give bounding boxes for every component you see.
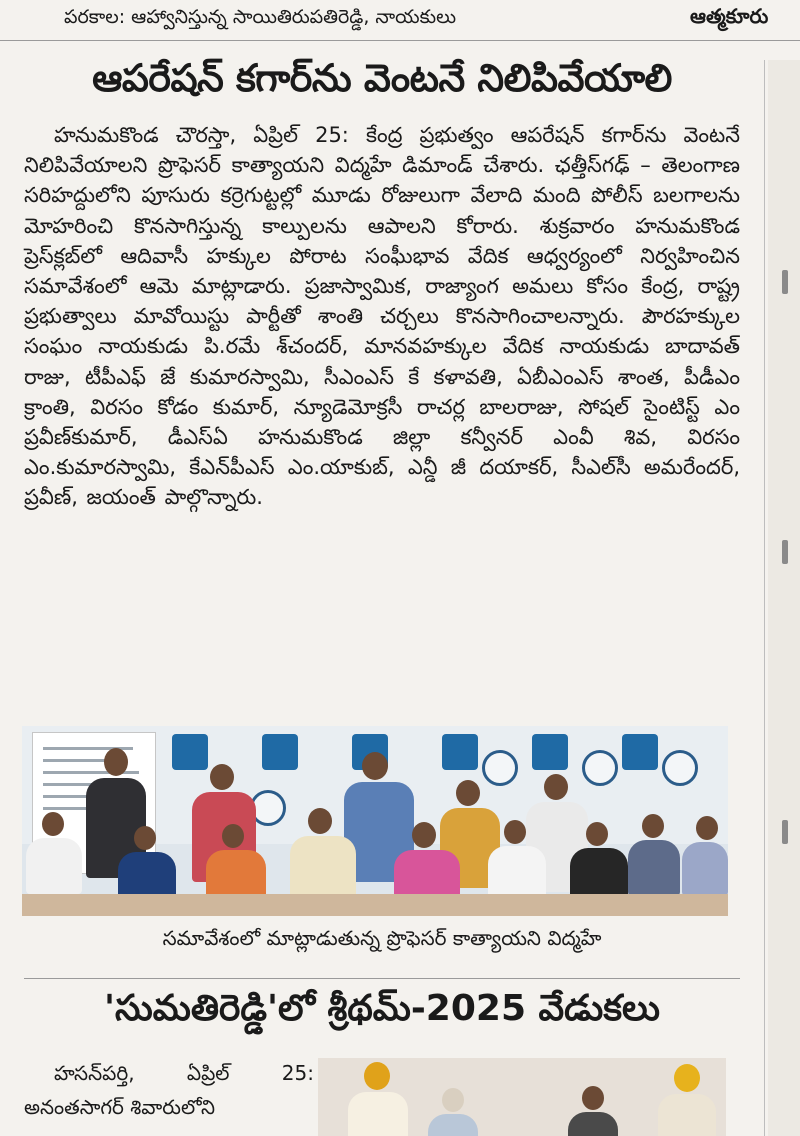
press-club-logo (482, 750, 518, 786)
second-article-headline: 'సుమతిరెడ్డి'లో శ్రీథమ్-2025 వేడుకలు (103, 988, 660, 1029)
press-table (22, 894, 728, 916)
adjacent-text-fragment (782, 270, 788, 294)
photo-caption: సమావేశంలో మాట్లాడుతున్న ప్రొఫెసర్ కాత్యాయని విద్మహే (162, 926, 602, 950)
second-article-body (24, 1056, 314, 1124)
top-strip-left-caption: పరకాల: ఆహ్వానిస్తున్న సాయితిరుపతిరెడ్డి, నాయకులు (64, 6, 457, 28)
article-body-text: హనుమకొండ చౌరస్తా, ఏప్రిల్ 25: కేంద్ర ప్రభుత్వం ఆపరేషన్ కగార్‌ను వెంటనే నిలిపివేయాలని ప్రొఫెసర్ కాత్యాయని విద్మహే డిమాండ్ చేశారు. ఛత్తీస్‌గఢ్ – తెలంగాణ సరిహద్దులోని పూసురు కర్రెగుట్టల్లో మూడు రోజులుగా వేలాది మంది పోలీస్ బలగాలను మోహరించి కొనసాగిస్తున్న కాల్పులను ఆపాలని కోరారు. శుక్రవారం హనుమకొండ ప్రెస్‌క్లబ్‌లో ఆదివాసీ హక్కుల పోరాట సంఘీభావ వేదిక ఆధ్వర్యంలో నిర్వహించిన సమావేశంలో ఆమె మాట్లాడారు. ప్రజాస్వామిక, రాజ్యాంగ అమలు కోసం కేంద్ర, రాష్ట్ర ప్రభుత్వాలు మావోయిస్టు పార్టీతో శాంతి చర్చలు కొనసాగించాలన్నారు. పౌరహక్కుల సంఘం నాయకుడు పి.రమే శ్‌చందర్, మానవహక్కుల వేదిక నాయకుడు బాదావత్ రాజు, టీపీఎఫ్ జే కుమారస్వామి, సీఎంఎస్ కే కళావతి, ఏబీఎంఎస్ శాంత, పీడీఎం క్రాంతి, విరసం కోడం కుమార్, న్యూడెమోక్రసీ రాచర్ల బాలరాజు, సోషల్ సైంటిస్ట్ ఎం ప్రవీణ్‌కుమార్, డీఎస్‌ఏ హనుమకొండ జిల్లా కన్వీనర్ ఎంవీ శివ, విరసం ఎం.కుమారస్వామి, కేఎన్‌పీఎస్ ఎం.యాకుబ్, ఎన్డీ జీ దయాకర్, సీఎల్‌సీ అమరేందర్, ప్రవీణ్, జయంత్ పాల్గొన్నారు. (24, 123, 740, 510)
news-photo-celebration (318, 1058, 726, 1136)
adjacent-text-fragment (782, 540, 788, 564)
second-article-body-text: హసన్‌పర్తి, ఏప్రిల్ 25: అనంతసాగర్ శివారులోని (24, 1061, 314, 1119)
column-divider (764, 60, 765, 1136)
adjacent-column-edge (768, 60, 800, 1136)
press-club-logo (582, 750, 618, 786)
top-strip (0, 0, 800, 41)
article-separator (24, 978, 740, 979)
press-club-logo (662, 750, 698, 786)
article-body (24, 120, 740, 513)
news-photo-press-meet (22, 726, 728, 916)
adjacent-text-fragment (782, 820, 788, 844)
top-strip-right-headline: ఆత్మకూరు (690, 4, 769, 28)
article-headline: ఆపరేషన్ కగార్‌ను వెంటనే నిలిపివేయాలి (92, 56, 672, 100)
